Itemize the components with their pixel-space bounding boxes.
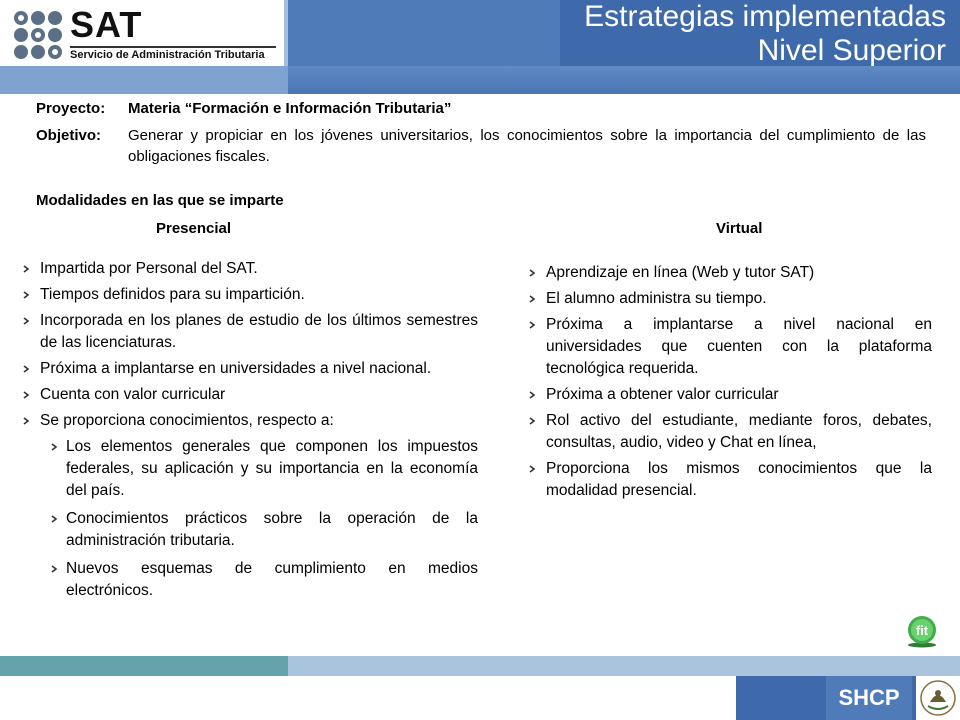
list-item-text: Rol activo del estudiante, mediante foros, debates, consultas, audio, video y Chat en línea, <box>546 412 932 451</box>
arrow-bullet-icon <box>22 291 30 299</box>
project-label: Proyecto: <box>36 100 106 117</box>
virtual-heading: Virtual <box>716 220 763 237</box>
list-item <box>528 262 932 284</box>
list-item <box>528 314 932 380</box>
sub-list-item <box>50 436 478 502</box>
mexico-seal-icon <box>916 676 960 720</box>
objective-row <box>36 125 926 167</box>
list-item <box>528 410 932 454</box>
list-item <box>22 258 478 280</box>
list-item-text: Próxima a obtener valor curricular <box>546 386 779 403</box>
list-item-text: Incorporada en los planes de estudio de los últimos semestres de las licenciaturas. <box>40 312 478 351</box>
arrow-bullet-icon <box>528 321 536 329</box>
list-item-text: El alumno administra su tiempo. <box>546 290 767 307</box>
arrow-bullet-icon <box>50 565 58 573</box>
header-banner <box>0 0 960 96</box>
arrow-bullet-icon <box>528 269 536 277</box>
arrow-bullet-icon <box>528 465 536 473</box>
list-item <box>528 288 932 310</box>
presencial-column <box>22 258 478 608</box>
header-lower-bar-left <box>0 66 288 94</box>
virtual-list <box>528 262 932 502</box>
list-item <box>22 384 478 406</box>
page-title-line-1: Estrategias implementadas <box>584 0 946 33</box>
arrow-bullet-icon <box>22 365 30 373</box>
list-item <box>22 284 478 306</box>
sat-logo-icon <box>12 9 64 61</box>
sat-logo-text: SAT <box>70 4 143 45</box>
fit-logo-text: fit <box>915 623 929 638</box>
list-item-text: Aprendizaje en línea (Web y tutor SAT) <box>546 264 815 281</box>
list-item <box>528 384 932 406</box>
arrow-bullet-icon <box>22 417 30 425</box>
arrow-bullet-icon <box>528 295 536 303</box>
list-item-text: Se proporciona conocimientos, respecto a: <box>40 412 334 429</box>
list-item <box>528 458 932 502</box>
virtual-column <box>528 262 932 506</box>
presencial-sublist <box>40 436 478 602</box>
list-item-text: Impartida por Personal del SAT. <box>40 260 258 277</box>
shcp-logo: SHCP <box>826 676 912 720</box>
list-item <box>22 358 478 380</box>
list-item-text: Próxima a implantarse en universidades a nivel nacional. <box>40 360 432 377</box>
arrow-bullet-icon <box>528 391 536 399</box>
list-item-text: Cuenta con valor curricular <box>40 386 226 403</box>
sub-list-item-text: Conocimientos prácticos sobre la operación de la administración tributaria. <box>66 510 478 549</box>
page-title <box>584 0 946 68</box>
arrow-bullet-icon <box>22 317 30 325</box>
sub-list-item <box>50 508 478 552</box>
objective-label: Objetivo: <box>36 127 102 144</box>
sat-logo <box>0 0 284 66</box>
modalities-heading: Modalidades en las que se imparte <box>36 192 284 209</box>
sat-logo-subtitle: Servicio de Administración Tributaria <box>70 46 276 61</box>
arrow-bullet-icon <box>528 417 536 425</box>
list-item-text: Próxima a implantarse a nivel nacional en universidades que cuenten con la plataforma tecnológica requerida. <box>546 316 932 377</box>
objective-value: Generar y propiciar en los jóvenes universitarios, los conocimientos sobre la importancia del cumplimiento de las obligaciones fiscales. <box>128 127 926 165</box>
presencial-list <box>22 258 478 602</box>
project-row <box>36 98 926 119</box>
project-info <box>36 98 926 167</box>
arrow-bullet-icon <box>22 391 30 399</box>
list-item <box>22 310 478 354</box>
project-value: Materia “Formación e Información Tributaria” <box>128 100 452 117</box>
list-item <box>22 410 478 602</box>
sub-list-item-text: Los elementos generales que componen los impuestos federales, su aplicación y su importancia en la economía del país. <box>66 438 478 499</box>
fit-logo-icon <box>904 614 940 648</box>
list-item-text: Tiempos definidos para su impartición. <box>40 286 305 303</box>
sub-list-item <box>50 558 478 602</box>
sub-list-item-text: Nuevos esquemas de cumplimiento en medios electrónicos. <box>66 560 478 599</box>
arrow-bullet-icon <box>22 265 30 273</box>
arrow-bullet-icon <box>50 515 58 523</box>
arrow-bullet-icon <box>50 443 58 451</box>
page-title-line-2: Nivel Superior <box>757 34 946 67</box>
presencial-heading: Presencial <box>156 220 232 237</box>
list-item-text: Proporciona los mismos conocimientos que la modalidad presencial. <box>546 460 932 499</box>
footer-stripe-left <box>0 656 288 676</box>
